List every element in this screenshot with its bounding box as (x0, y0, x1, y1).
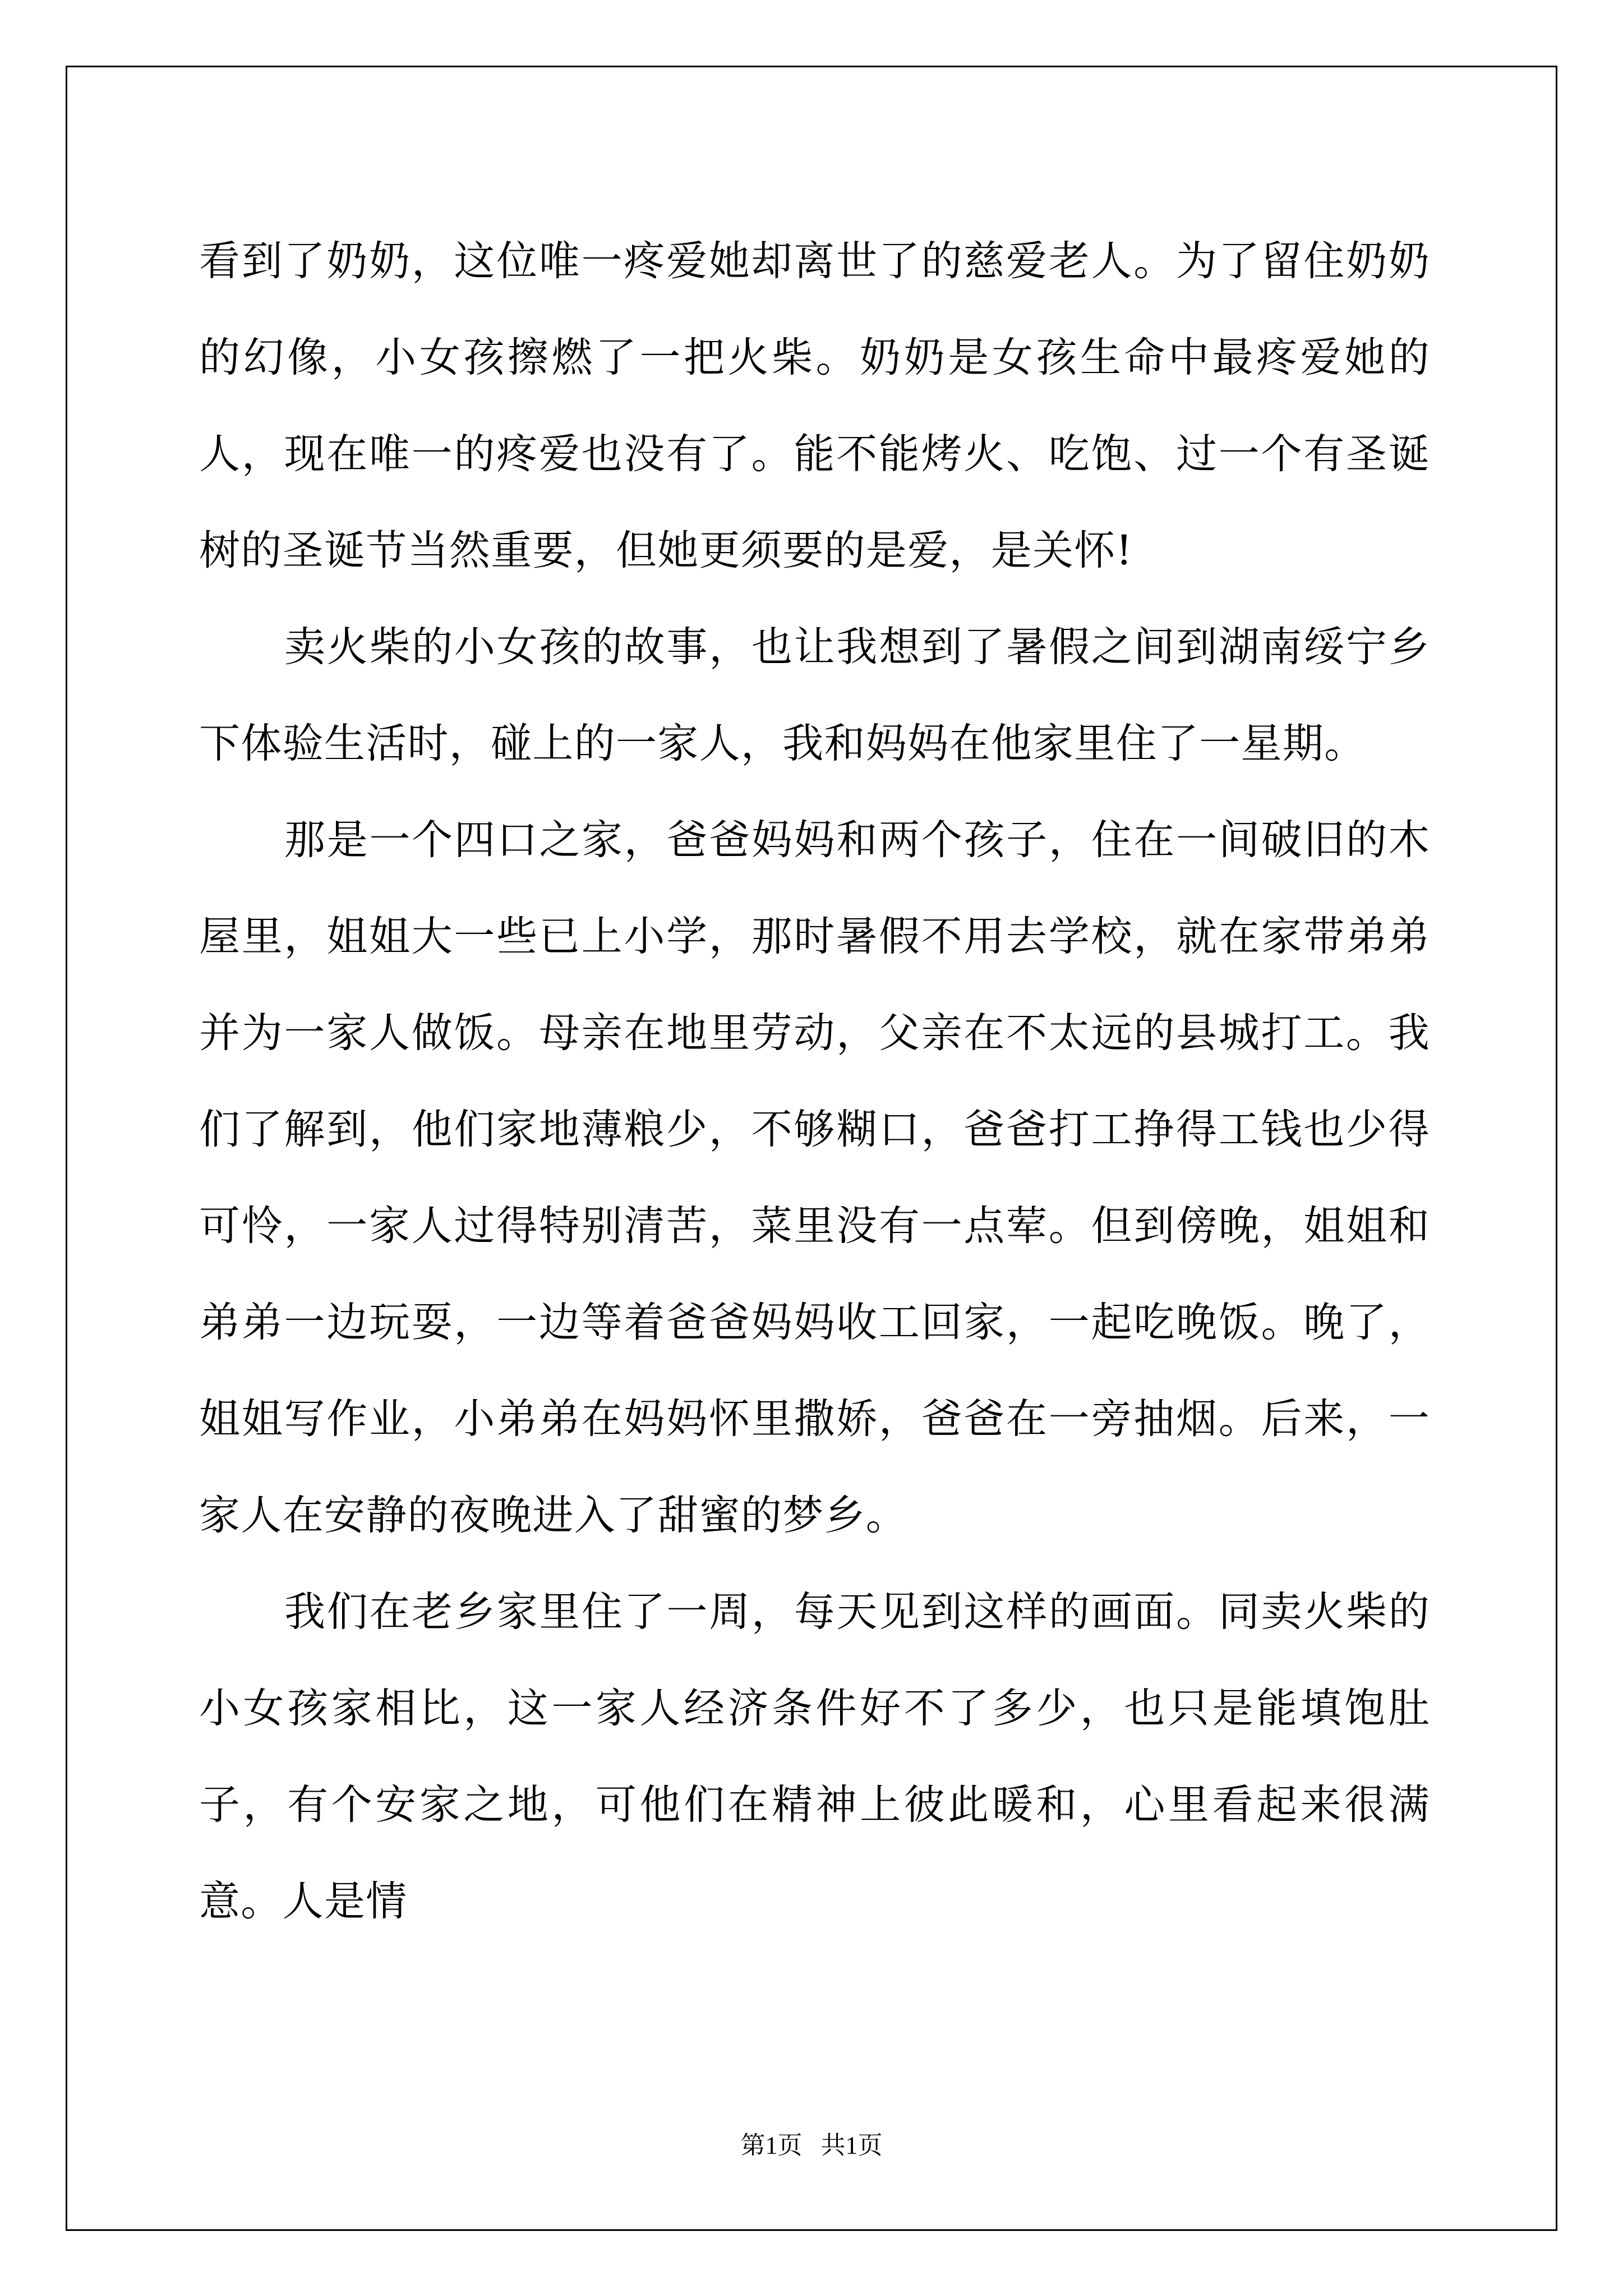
paragraph-4: 我们在老乡家里住了一周，每天见到这样的画面。同卖火柴的小女孩家相比，这一家人经济条件好不了多少，也只是能填饱肚子，有个安家之地，可他们在精神上彼此暖和，心里看起来很满意。人是情 (199, 1588, 1430, 1925)
paragraph-2: 卖火柴的小女孩的故事，也让我想到了暑假之间到湖南绥宁乡下体验生活时，碰上的一家人，我和妈妈在他家里住了一星期。 (199, 623, 1430, 767)
paragraph-3: 那是一个四口之家，爸爸妈妈和两个孩子，住在一间破旧的木屋里，姐姐大一些已上小学，那时暑假不用去学校，就在家带弟弟并为一家人做饭。母亲在地里劳动，父亲在不太远的县城打工。我们了解到，他们家地薄粮少，不够糊口，爸爸打工挣得工钱也少得可怜，一家人过得特别清苦，菜里没有一点荤。但到傍晚，姐姐和弟弟一边玩耍，一边等着爸爸妈妈收工回家，一起吃晚饭。晚了，姐姐写作业，小弟弟在妈妈怀里撒娇，爸爸在一旁抽烟。后来，一家人在安静的夜晚进入了甜蜜的梦乡。 (199, 816, 1430, 1539)
paragraph-1: 看到了奶奶，这位唯一疼爱她却离世了的慈爱老人。为了留住奶奶的幻像，小女孩擦燃了一把火柴。奶奶是女孩生命中最疼爱她的人，现在唯一的疼爱也没有了。能不能烤火、吃饱、过一个有圣诞树的圣诞节当然重要，但她更须要的是爱，是关怀! (199, 237, 1430, 574)
page-number-footer: 第1页 共1页 (740, 2132, 883, 2159)
document-body (199, 213, 1430, 1950)
